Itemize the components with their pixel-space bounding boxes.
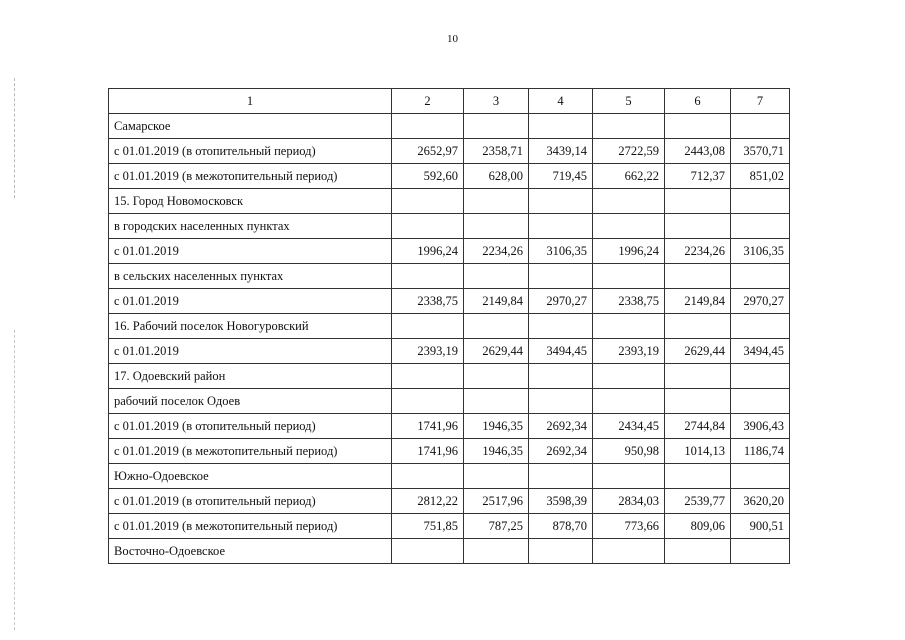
value-cell [529, 464, 593, 489]
value-cell [464, 314, 529, 339]
row-label: с 01.01.2019 (в отопительный период) [109, 489, 392, 514]
table-row [109, 539, 790, 564]
value-cell: 3106,35 [731, 239, 790, 264]
table-row [109, 389, 790, 414]
value-cell: 1741,96 [392, 414, 464, 439]
table-row [109, 364, 790, 389]
value-cell [593, 464, 665, 489]
row-label: 16. Рабочий поселок Новогуровский [109, 314, 392, 339]
row-label: Южно-Одоевское [109, 464, 392, 489]
value-cell: 3439,14 [529, 139, 593, 164]
value-cell [731, 114, 790, 139]
row-label: с 01.01.2019 [109, 289, 392, 314]
column-header: 5 [593, 89, 665, 114]
value-cell: 3620,20 [731, 489, 790, 514]
value-cell: 628,00 [464, 164, 529, 189]
value-cell [529, 114, 593, 139]
table-row [109, 439, 790, 464]
value-cell [731, 214, 790, 239]
value-cell: 1946,35 [464, 439, 529, 464]
value-cell [731, 314, 790, 339]
value-cell: 1014,13 [665, 439, 731, 464]
value-cell: 2434,45 [593, 414, 665, 439]
page-number: 10 [447, 33, 458, 45]
value-cell [392, 464, 464, 489]
value-cell [731, 539, 790, 564]
value-cell: 2539,77 [665, 489, 731, 514]
table-row [109, 489, 790, 514]
value-cell: 2358,71 [464, 139, 529, 164]
value-cell: 2692,34 [529, 414, 593, 439]
value-cell [731, 389, 790, 414]
value-cell: 2149,84 [464, 289, 529, 314]
value-cell [665, 389, 731, 414]
value-cell [665, 539, 731, 564]
value-cell [464, 189, 529, 214]
value-cell: 1186,74 [731, 439, 790, 464]
value-cell [593, 389, 665, 414]
table-row [109, 464, 790, 489]
table-row [109, 239, 790, 264]
value-cell: 2970,27 [731, 289, 790, 314]
value-cell [665, 464, 731, 489]
column-header: 1 [109, 89, 392, 114]
value-cell [593, 314, 665, 339]
value-cell [731, 189, 790, 214]
row-label: с 01.01.2019 [109, 239, 392, 264]
table-row [109, 214, 790, 239]
value-cell [731, 364, 790, 389]
column-header: 4 [529, 89, 593, 114]
row-label: с 01.01.2019 (в отопительный период) [109, 139, 392, 164]
value-cell: 3494,45 [731, 339, 790, 364]
value-cell [464, 464, 529, 489]
table-row [109, 189, 790, 214]
value-cell [529, 264, 593, 289]
value-cell: 878,70 [529, 514, 593, 539]
value-cell: 2338,75 [593, 289, 665, 314]
value-cell [593, 114, 665, 139]
value-cell [593, 189, 665, 214]
value-cell: 1996,24 [593, 239, 665, 264]
value-cell [665, 189, 731, 214]
value-cell: 3598,39 [529, 489, 593, 514]
table-row [109, 139, 790, 164]
value-cell: 2629,44 [665, 339, 731, 364]
value-cell [731, 464, 790, 489]
value-cell: 2722,59 [593, 139, 665, 164]
value-cell: 2692,34 [529, 439, 593, 464]
value-cell: 2517,96 [464, 489, 529, 514]
row-label: 15. Город Новомосковск [109, 189, 392, 214]
table-row [109, 114, 790, 139]
value-cell: 1741,96 [392, 439, 464, 464]
row-label: в сельских населенных пунктах [109, 264, 392, 289]
row-label: в городских населенных пунктах [109, 214, 392, 239]
value-cell: 751,85 [392, 514, 464, 539]
column-header: 7 [731, 89, 790, 114]
value-cell: 2652,97 [392, 139, 464, 164]
value-cell [665, 114, 731, 139]
row-label: с 01.01.2019 (в межотопительный период) [109, 514, 392, 539]
value-cell [665, 214, 731, 239]
value-cell [665, 364, 731, 389]
row-label: рабочий поселок Одоев [109, 389, 392, 414]
value-cell [665, 314, 731, 339]
value-cell: 773,66 [593, 514, 665, 539]
value-cell [731, 264, 790, 289]
tariff-table [108, 88, 790, 564]
row-label: с 01.01.2019 (в межотопительный период) [109, 439, 392, 464]
value-cell [392, 114, 464, 139]
value-cell [529, 364, 593, 389]
value-cell: 787,25 [464, 514, 529, 539]
row-label: Самарское [109, 114, 392, 139]
value-cell [529, 189, 593, 214]
row-label: с 01.01.2019 (в отопительный период) [109, 414, 392, 439]
column-header: 6 [665, 89, 731, 114]
value-cell: 1996,24 [392, 239, 464, 264]
row-label: Восточно-Одоевское [109, 539, 392, 564]
table-row [109, 164, 790, 189]
table-row [109, 339, 790, 364]
table-row [109, 264, 790, 289]
value-cell: 950,98 [593, 439, 665, 464]
column-header: 2 [392, 89, 464, 114]
value-cell: 2234,26 [665, 239, 731, 264]
margin-mark [14, 78, 15, 198]
value-cell: 809,06 [665, 514, 731, 539]
value-cell: 3906,43 [731, 414, 790, 439]
value-cell: 2149,84 [665, 289, 731, 314]
value-cell: 662,22 [593, 164, 665, 189]
column-header: 3 [464, 89, 529, 114]
value-cell: 2812,22 [392, 489, 464, 514]
value-cell: 3494,45 [529, 339, 593, 364]
value-cell [464, 264, 529, 289]
table-row [109, 289, 790, 314]
row-label: 17. Одоевский район [109, 364, 392, 389]
table-row [109, 314, 790, 339]
value-cell [392, 189, 464, 214]
value-cell: 712,37 [665, 164, 731, 189]
value-cell [392, 364, 464, 389]
value-cell: 2970,27 [529, 289, 593, 314]
value-cell: 900,51 [731, 514, 790, 539]
value-cell: 2338,75 [392, 289, 464, 314]
value-cell [464, 114, 529, 139]
table-row [109, 514, 790, 539]
value-cell [392, 214, 464, 239]
value-cell: 3570,71 [731, 139, 790, 164]
table-row [109, 414, 790, 439]
value-cell [392, 389, 464, 414]
value-cell: 2744,84 [665, 414, 731, 439]
value-cell: 1946,35 [464, 414, 529, 439]
value-cell: 592,60 [392, 164, 464, 189]
value-cell [593, 214, 665, 239]
row-label: с 01.01.2019 [109, 339, 392, 364]
margin-mark [14, 330, 15, 630]
value-cell [392, 264, 464, 289]
row-label: с 01.01.2019 (в межотопительный период) [109, 164, 392, 189]
value-cell [464, 364, 529, 389]
value-cell [464, 214, 529, 239]
value-cell: 2834,03 [593, 489, 665, 514]
value-cell [665, 264, 731, 289]
table-header-row [109, 89, 790, 114]
value-cell: 2393,19 [593, 339, 665, 364]
value-cell [593, 364, 665, 389]
value-cell [529, 214, 593, 239]
value-cell: 719,45 [529, 164, 593, 189]
value-cell [392, 314, 464, 339]
value-cell: 3106,35 [529, 239, 593, 264]
value-cell: 851,02 [731, 164, 790, 189]
value-cell: 2629,44 [464, 339, 529, 364]
value-cell: 2393,19 [392, 339, 464, 364]
value-cell [529, 389, 593, 414]
value-cell [464, 539, 529, 564]
value-cell: 2443,08 [665, 139, 731, 164]
value-cell [464, 389, 529, 414]
value-cell [392, 539, 464, 564]
value-cell [529, 539, 593, 564]
value-cell [593, 264, 665, 289]
value-cell [529, 314, 593, 339]
value-cell [593, 539, 665, 564]
value-cell: 2234,26 [464, 239, 529, 264]
